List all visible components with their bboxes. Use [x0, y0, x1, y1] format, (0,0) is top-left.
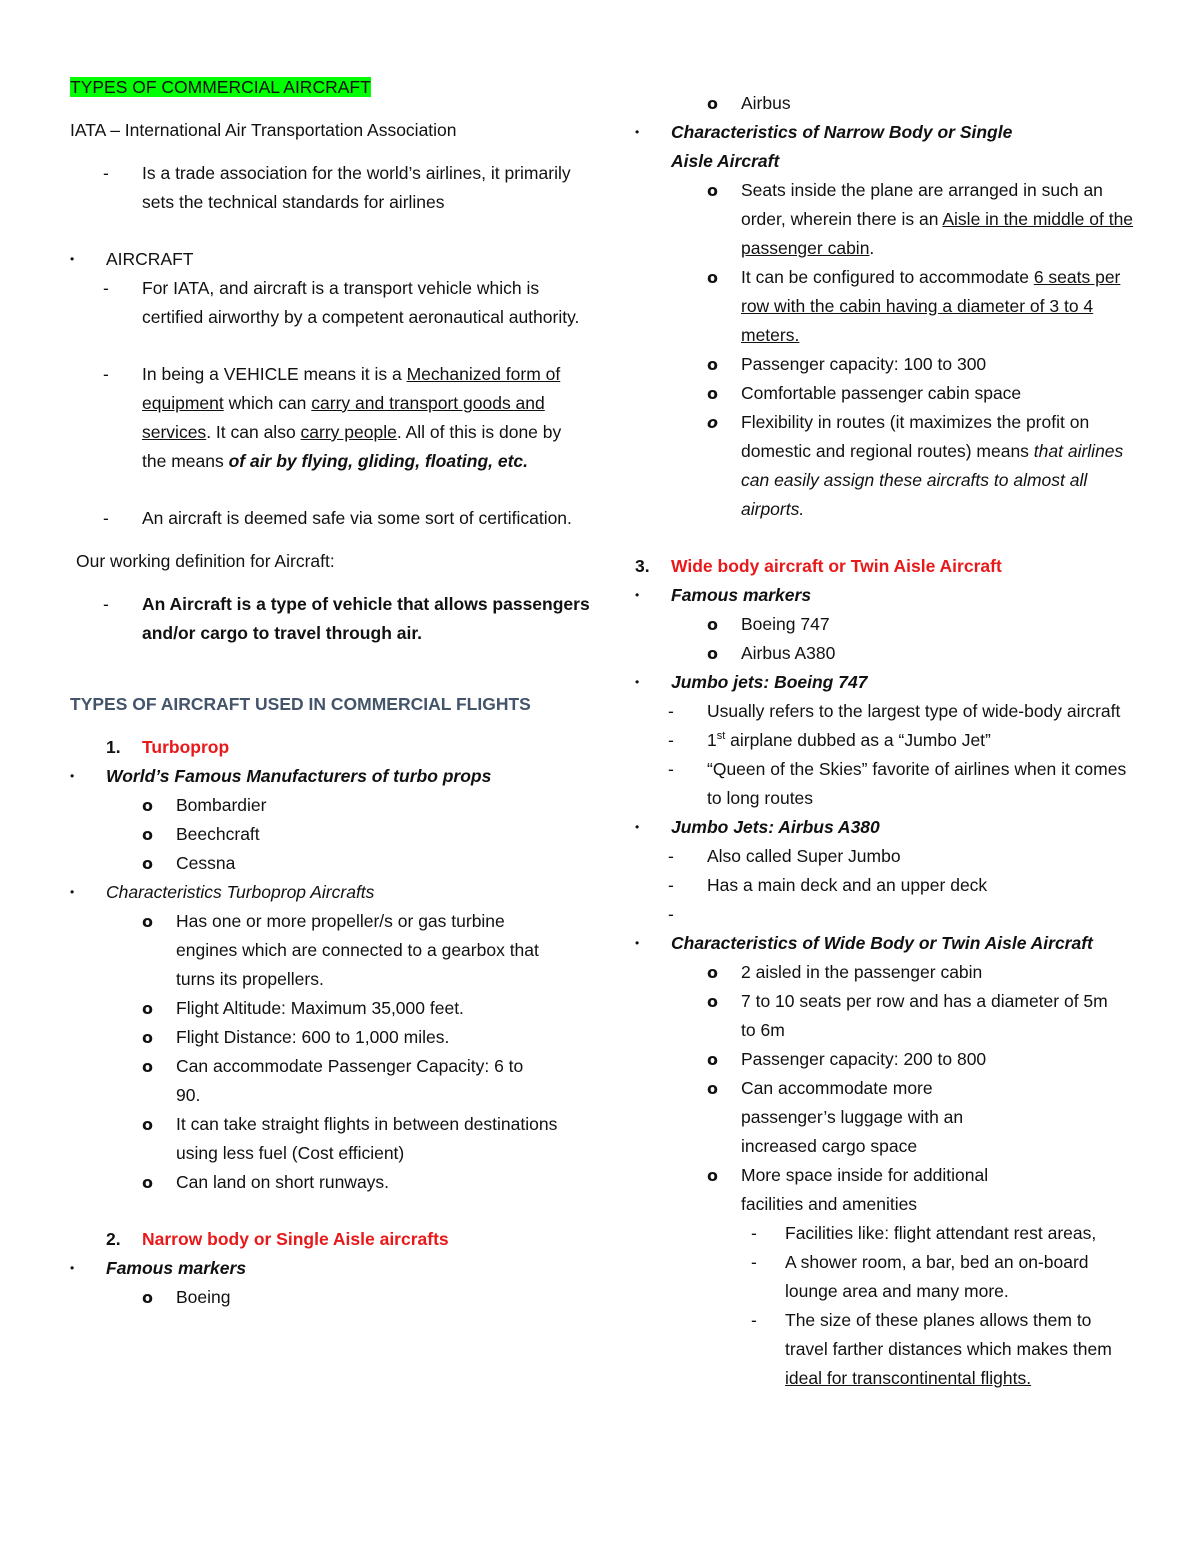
list-item: o Airbus — [635, 89, 1135, 118]
dash-marker: - — [103, 508, 109, 528]
circle-marker: o — [707, 94, 718, 113]
list-item-text: For IATA, and aircraft is a transport vehicle which is certified airworthy by a competent aeronautical authority. — [142, 278, 580, 327]
circle-marker: o — [707, 615, 718, 634]
list-item: o Can land on short runways. — [70, 1168, 590, 1197]
list-item: o Flight Distance: 600 to 1,000 miles. — [70, 1023, 590, 1052]
right-column — [635, 89, 1135, 1393]
section-title-narrow-body: 2. Narrow body or Single Aisle aircrafts — [106, 1229, 449, 1249]
list-item: o Cessna — [70, 849, 590, 878]
bullet-marker: • — [70, 252, 75, 266]
circle-marker: o — [707, 268, 718, 287]
dash-marker: - — [668, 846, 674, 866]
list-item: • Famous markers — [635, 581, 1135, 610]
list-item: • Characteristics of Narrow Body or Single Aisle Aircraft — [635, 118, 1135, 176]
dash-marker: - — [751, 1252, 757, 1272]
circle-marker: o — [707, 963, 718, 982]
circle-marker: o — [707, 413, 718, 432]
circle-marker: o — [142, 912, 153, 931]
list-item: o 7 to 10 seats per row and has a diameter of 5m to 6m — [635, 987, 1135, 1045]
circle-marker: o — [142, 1173, 153, 1192]
bullet-marker: • — [70, 769, 75, 783]
list-item-text: AIRCRAFT — [106, 249, 194, 269]
list-item: • World’s Famous Manufacturers of turbo props — [70, 762, 590, 791]
circle-marker: o — [142, 796, 153, 815]
list-item: o Flight Altitude: Maximum 35,000 feet. — [70, 994, 590, 1023]
list-item-empty — [635, 900, 1135, 929]
circle-marker: o — [707, 384, 718, 403]
dash-marker: - — [668, 759, 674, 779]
list-item: o Flexibility in routes (it maximizes the profit on domestic and regional routes) means that airlines can easily assign these aircrafts to almost all airports. — [635, 408, 1135, 524]
list-item: o It can be configured to accommodate 6 seats per row with the cabin having a diameter of 3 to 4 meters. — [635, 263, 1135, 350]
working-definition-label: Our working definition for Aircraft: — [76, 551, 335, 571]
list-item: - Facilities like: flight attendant rest areas, — [635, 1219, 1135, 1248]
vehicle-definition: In being a VEHICLE means it is a Mechanized form of equipment which can carry and transport goods and services. It can also carry people. All of this is done by the means of air by flying, gliding, floating, etc. — [142, 364, 562, 471]
dash-marker: - — [103, 364, 109, 384]
list-item — [70, 504, 590, 533]
list-item: - Usually refers to the largest type of wide-body aircraft — [635, 697, 1135, 726]
dash-marker: - — [668, 701, 674, 721]
list-item: • Famous markers — [70, 1254, 590, 1283]
list-item: o Comfortable passenger cabin space — [635, 379, 1135, 408]
list-item: - A shower room, a bar, bed an on-board lounge area and many more. — [635, 1248, 1135, 1306]
circle-marker: o — [142, 825, 153, 844]
list-item: o Seats inside the plane are arranged in such an order, wherein there is an Aisle in the middle of the passenger cabin. — [635, 176, 1135, 263]
list-item: o Boeing 747 — [635, 610, 1135, 639]
dash-marker: - — [751, 1223, 757, 1243]
dash-marker: - — [668, 904, 674, 924]
circle-marker: o — [707, 1050, 718, 1069]
list-item: - The size of these planes allows them to travel farther distances which makes them ideal for transcontinental flights. — [635, 1306, 1135, 1393]
list-item — [70, 590, 590, 648]
left-column — [70, 73, 590, 1312]
dash-marker: - — [103, 278, 109, 298]
bullet-marker: • — [635, 125, 640, 139]
working-definition: An Aircraft is a type of vehicle that allows passengers and/or cargo to travel through air. — [142, 594, 590, 643]
circle-marker: o — [142, 854, 153, 873]
list-item — [70, 360, 590, 476]
circle-marker: o — [142, 1057, 153, 1076]
list-item — [70, 159, 590, 217]
section-title-turboprop: 1. Turboprop — [106, 737, 230, 757]
list-item: • Jumbo jets: Boeing 747 — [635, 668, 1135, 697]
list-item: • Characteristics of Wide Body or Twin Aisle Aircraft — [635, 929, 1135, 958]
circle-marker: o — [707, 181, 718, 200]
list-item: o Can accommodate more passenger’s luggage with an increased cargo space — [635, 1074, 1135, 1161]
list-item: o Boeing — [70, 1283, 590, 1312]
circle-marker: o — [707, 992, 718, 1011]
list-item: o Passenger capacity: 200 to 800 — [635, 1045, 1135, 1074]
circle-marker: o — [707, 355, 718, 374]
list-item — [70, 274, 590, 332]
bullet-marker: • — [635, 820, 640, 834]
list-item: - Has a main deck and an upper deck — [635, 871, 1135, 900]
dash-marker: - — [103, 594, 109, 614]
bullet-marker: • — [70, 1261, 75, 1275]
bullet-marker: • — [635, 936, 640, 950]
list-item: o It can take straight flights in between destinations using less fuel (Cost efficient) — [70, 1110, 590, 1168]
circle-marker: o — [707, 1079, 718, 1098]
section-heading: TYPES OF AIRCRAFT USED IN COMMERCIAL FLIGHTS — [70, 694, 531, 714]
circle-marker: o — [707, 644, 718, 663]
circle-marker: o — [707, 1166, 718, 1185]
circle-marker: o — [142, 999, 153, 1018]
dash-marker: - — [668, 875, 674, 895]
list-item: o Beechcraft — [70, 820, 590, 849]
list-item: o 2 aisled in the passenger cabin — [635, 958, 1135, 987]
dash-marker: - — [103, 163, 109, 183]
list-item — [70, 245, 590, 274]
dash-marker: - — [751, 1310, 757, 1330]
circle-marker: o — [142, 1115, 153, 1134]
bullet-marker: • — [635, 675, 640, 689]
list-item: • Characteristics Turboprop Aircrafts — [70, 878, 590, 907]
list-item: o Passenger capacity: 100 to 300 — [635, 350, 1135, 379]
list-item: o Bombardier — [70, 791, 590, 820]
list-item: - Also called Super Jumbo — [635, 842, 1135, 871]
bullet-marker: • — [635, 588, 640, 602]
list-item: o More space inside for additional facilities and amenities — [635, 1161, 1135, 1219]
list-item: o Has one or more propeller/s or gas turbine engines which are connected to a gearbox that turns its propellers. — [70, 907, 590, 994]
list-item: o Can accommodate Passenger Capacity: 6 to 90. — [70, 1052, 590, 1110]
iata-heading: IATA – International Air Transportation Association — [70, 120, 457, 140]
section-title-wide-body: 3. Wide body aircraft or Twin Aisle Aircraft — [635, 556, 1002, 576]
list-item-text: Is a trade association for the world’s airlines, it primarily sets the technical standards for airlines — [142, 163, 571, 212]
dash-marker: - — [668, 730, 674, 750]
circle-marker: o — [142, 1288, 153, 1307]
list-item: • Jumbo Jets: Airbus A380 — [635, 813, 1135, 842]
document-title: TYPES OF COMMERCIAL AIRCRAFT — [70, 77, 371, 97]
list-item: - 1st airplane dubbed as a “Jumbo Jet” — [635, 726, 1135, 755]
bullet-marker: • — [70, 885, 75, 899]
list-item: - “Queen of the Skies” favorite of airlines when it comes to long routes — [635, 755, 1135, 813]
list-item: o Airbus A380 — [635, 639, 1135, 668]
circle-marker: o — [142, 1028, 153, 1047]
list-item-text: An aircraft is deemed safe via some sort of certification. — [142, 508, 572, 528]
